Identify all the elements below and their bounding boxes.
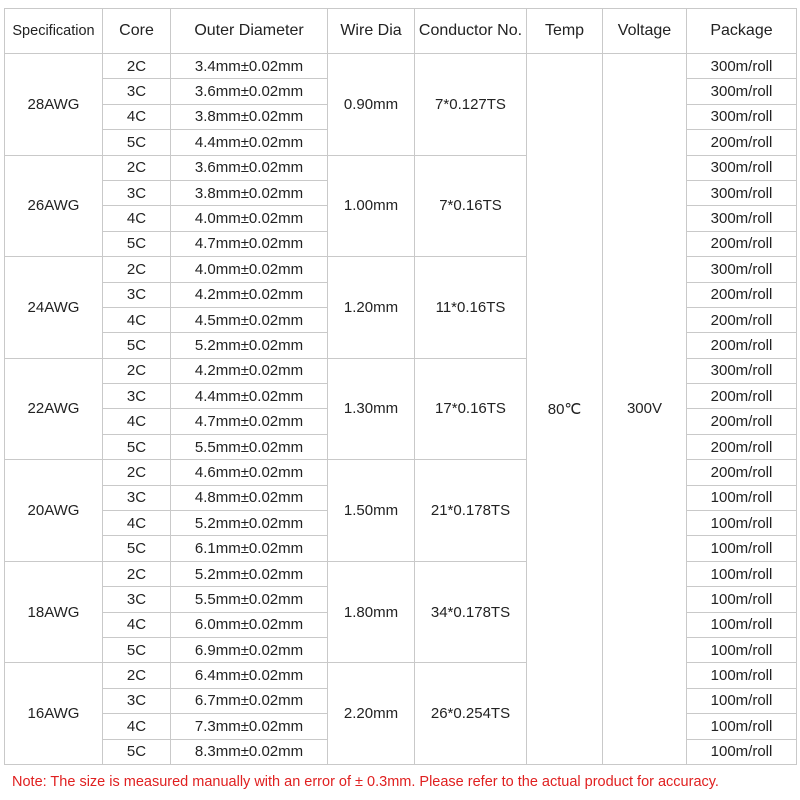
package-cell: 200m/roll xyxy=(687,333,797,358)
outer-diameter-cell: 8.3mm±0.02mm xyxy=(171,739,328,764)
outer-diameter-cell: 4.2mm±0.02mm xyxy=(171,358,328,383)
outer-diameter-cell: 4.4mm±0.02mm xyxy=(171,130,328,155)
core-cell: 4C xyxy=(103,409,171,434)
table-row xyxy=(5,54,797,79)
core-cell: 5C xyxy=(103,231,171,256)
core-cell: 3C xyxy=(103,79,171,104)
core-cell: 3C xyxy=(103,384,171,409)
outer-diameter-cell: 5.2mm±0.02mm xyxy=(171,333,328,358)
outer-diameter-cell: 5.5mm±0.02mm xyxy=(171,434,328,459)
header-package: Package xyxy=(687,9,797,54)
core-cell: 4C xyxy=(103,714,171,739)
outer-diameter-cell: 7.3mm±0.02mm xyxy=(171,714,328,739)
package-cell: 100m/roll xyxy=(687,561,797,586)
header-core: Core xyxy=(103,9,171,54)
core-cell: 2C xyxy=(103,358,171,383)
wire-dia-cell: 1.00mm xyxy=(328,155,415,257)
spec-cell: 28AWG xyxy=(5,54,103,156)
core-cell: 5C xyxy=(103,130,171,155)
wire-dia-cell: 1.20mm xyxy=(328,257,415,359)
outer-diameter-cell: 3.8mm±0.02mm xyxy=(171,180,328,205)
spec-table-body xyxy=(5,54,797,765)
package-cell: 200m/roll xyxy=(687,307,797,332)
core-cell: 2C xyxy=(103,561,171,586)
outer-diameter-cell: 5.2mm±0.02mm xyxy=(171,511,328,536)
header-conductor-no: Conductor No. xyxy=(415,9,527,54)
core-cell: 4C xyxy=(103,612,171,637)
core-cell: 5C xyxy=(103,637,171,662)
core-cell: 4C xyxy=(103,307,171,332)
outer-diameter-cell: 4.6mm±0.02mm xyxy=(171,460,328,485)
spec-cell: 16AWG xyxy=(5,663,103,765)
package-cell: 300m/roll xyxy=(687,155,797,180)
outer-diameter-cell: 3.4mm±0.02mm xyxy=(171,54,328,79)
package-cell: 300m/roll xyxy=(687,180,797,205)
package-cell: 200m/roll xyxy=(687,409,797,434)
outer-diameter-cell: 6.1mm±0.02mm xyxy=(171,536,328,561)
core-cell: 5C xyxy=(103,434,171,459)
package-cell: 300m/roll xyxy=(687,257,797,282)
outer-diameter-cell: 4.4mm±0.02mm xyxy=(171,384,328,409)
package-cell: 200m/roll xyxy=(687,130,797,155)
package-cell: 200m/roll xyxy=(687,282,797,307)
core-cell: 2C xyxy=(103,663,171,688)
outer-diameter-cell: 6.7mm±0.02mm xyxy=(171,688,328,713)
package-cell: 300m/roll xyxy=(687,79,797,104)
core-cell: 3C xyxy=(103,688,171,713)
conductor-cell: 26*0.254TS xyxy=(415,663,527,765)
wire-dia-cell: 2.20mm xyxy=(328,663,415,765)
wire-dia-cell: 1.80mm xyxy=(328,561,415,663)
outer-diameter-cell: 4.5mm±0.02mm xyxy=(171,307,328,332)
wire-dia-cell: 1.30mm xyxy=(328,358,415,460)
outer-diameter-cell: 5.2mm±0.02mm xyxy=(171,561,328,586)
outer-diameter-cell: 4.0mm±0.02mm xyxy=(171,257,328,282)
header-wire-dia: Wire Dia xyxy=(328,9,415,54)
voltage-cell: 300V xyxy=(603,54,687,765)
core-cell: 5C xyxy=(103,333,171,358)
package-cell: 100m/roll xyxy=(687,739,797,764)
outer-diameter-cell: 4.0mm±0.02mm xyxy=(171,206,328,231)
package-cell: 300m/roll xyxy=(687,206,797,231)
package-cell: 200m/roll xyxy=(687,384,797,409)
accuracy-note: Note: The size is measured manually with an error of ± 0.3mm. Please refer to the actual product for accuracy. xyxy=(12,774,719,790)
outer-diameter-cell: 4.8mm±0.02mm xyxy=(171,485,328,510)
core-cell: 2C xyxy=(103,155,171,180)
spec-table xyxy=(4,8,797,765)
core-cell: 4C xyxy=(103,104,171,129)
core-cell: 3C xyxy=(103,485,171,510)
core-cell: 5C xyxy=(103,536,171,561)
core-cell: 3C xyxy=(103,587,171,612)
core-cell: 3C xyxy=(103,282,171,307)
package-cell: 100m/roll xyxy=(687,612,797,637)
temp-cell: 80℃ xyxy=(527,54,603,765)
core-cell: 2C xyxy=(103,54,171,79)
conductor-cell: 34*0.178TS xyxy=(415,561,527,663)
conductor-cell: 7*0.16TS xyxy=(415,155,527,257)
package-cell: 100m/roll xyxy=(687,511,797,536)
spec-cell: 26AWG xyxy=(5,155,103,257)
outer-diameter-cell: 5.5mm±0.02mm xyxy=(171,587,328,612)
package-cell: 100m/roll xyxy=(687,485,797,510)
conductor-cell: 21*0.178TS xyxy=(415,460,527,562)
package-cell: 100m/roll xyxy=(687,688,797,713)
package-cell: 200m/roll xyxy=(687,434,797,459)
outer-diameter-cell: 4.2mm±0.02mm xyxy=(171,282,328,307)
spec-cell: 24AWG xyxy=(5,257,103,359)
package-cell: 100m/roll xyxy=(687,714,797,739)
core-cell: 2C xyxy=(103,460,171,485)
core-cell: 2C xyxy=(103,257,171,282)
package-cell: 200m/roll xyxy=(687,460,797,485)
outer-diameter-cell: 6.4mm±0.02mm xyxy=(171,663,328,688)
header-temp: Temp xyxy=(527,9,603,54)
conductor-cell: 7*0.127TS xyxy=(415,54,527,156)
package-cell: 100m/roll xyxy=(687,663,797,688)
package-cell: 100m/roll xyxy=(687,536,797,561)
package-cell: 300m/roll xyxy=(687,54,797,79)
wire-dia-cell: 0.90mm xyxy=(328,54,415,156)
spec-cell: 20AWG xyxy=(5,460,103,562)
outer-diameter-cell: 3.6mm±0.02mm xyxy=(171,155,328,180)
header-row xyxy=(5,9,797,54)
core-cell: 4C xyxy=(103,511,171,536)
outer-diameter-cell: 3.6mm±0.02mm xyxy=(171,79,328,104)
header-specification: Specification xyxy=(5,9,103,54)
outer-diameter-cell: 4.7mm±0.02mm xyxy=(171,231,328,256)
package-cell: 100m/roll xyxy=(687,587,797,612)
outer-diameter-cell: 3.8mm±0.02mm xyxy=(171,104,328,129)
header-outer-diameter: Outer Diameter xyxy=(171,9,328,54)
outer-diameter-cell: 6.9mm±0.02mm xyxy=(171,637,328,662)
package-cell: 300m/roll xyxy=(687,358,797,383)
core-cell: 5C xyxy=(103,739,171,764)
spec-cell: 22AWG xyxy=(5,358,103,460)
outer-diameter-cell: 6.0mm±0.02mm xyxy=(171,612,328,637)
package-cell: 200m/roll xyxy=(687,231,797,256)
conductor-cell: 11*0.16TS xyxy=(415,257,527,359)
package-cell: 300m/roll xyxy=(687,104,797,129)
spec-cell: 18AWG xyxy=(5,561,103,663)
header-voltage: Voltage xyxy=(603,9,687,54)
outer-diameter-cell: 4.7mm±0.02mm xyxy=(171,409,328,434)
conductor-cell: 17*0.16TS xyxy=(415,358,527,460)
core-cell: 4C xyxy=(103,206,171,231)
wire-dia-cell: 1.50mm xyxy=(328,460,415,562)
package-cell: 100m/roll xyxy=(687,637,797,662)
core-cell: 3C xyxy=(103,180,171,205)
